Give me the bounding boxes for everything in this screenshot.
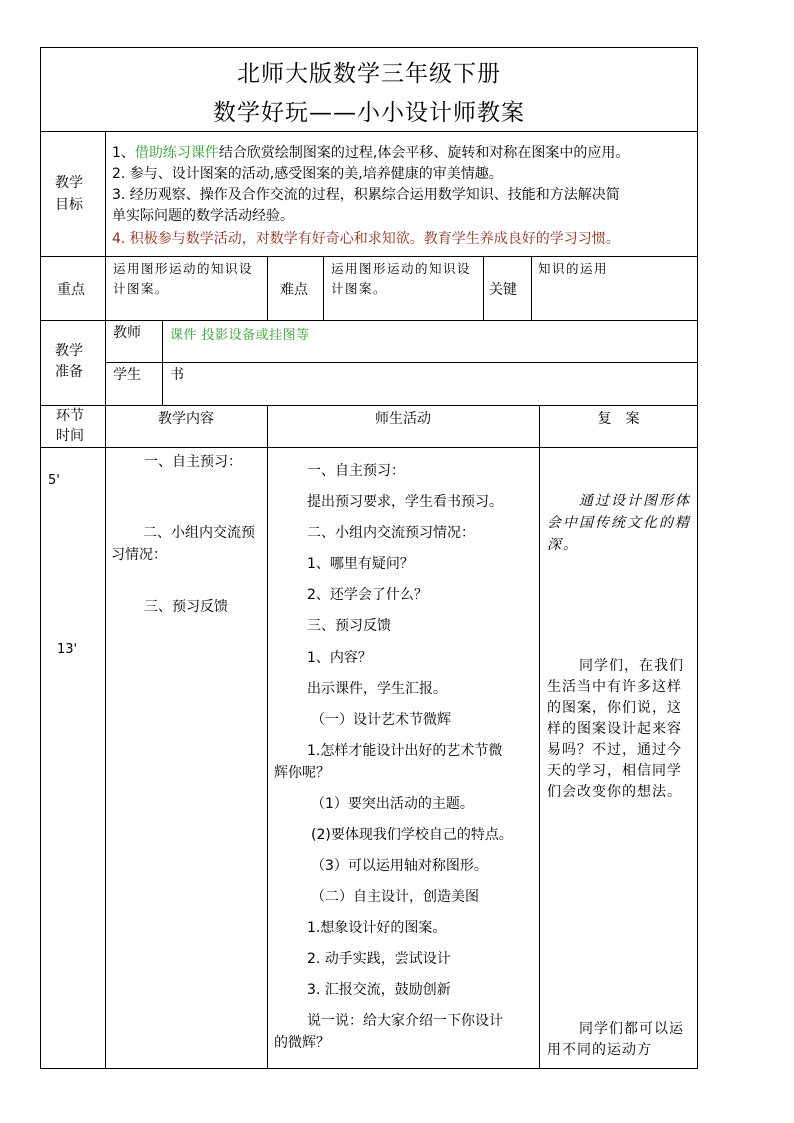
- objective-1-number: 1、: [112, 145, 135, 161]
- row-divider: [105, 362, 698, 363]
- header-content: 教学内容: [158, 411, 214, 427]
- objective-3-line2: 单实际问题的数学活动经验。: [112, 208, 294, 224]
- activity-line: （1）要突出活动的主题。: [311, 796, 474, 812]
- objective-1-text: 结合欣赏绘制图案的过程,体会平移、旋转和对称在图案中的应用。: [218, 145, 630, 161]
- focus-label: 重点: [57, 282, 85, 298]
- activity-line: 1、内容？: [307, 650, 372, 666]
- review-note: 同学们，在我们生活当中有许多这样的图案，你们说，这样的图案设计起来容易吗？不过，通过今天的学习，相信同学们会改变你的想法。: [547, 658, 684, 800]
- objective-3-line1: 3. 经历观察、操作及合作交流的过程，积累综合运用数学知识、技能和方法解决简: [112, 187, 620, 203]
- activity-line: （3）可以运用轴对称图形。: [311, 858, 488, 874]
- preparation-label: 教学准备: [55, 343, 83, 380]
- row-divider: [40, 447, 698, 448]
- activity-line: 二、小组内交流预习情况：: [307, 525, 475, 541]
- activity-line: 说一说：给大家介绍一下你设计: [307, 1013, 503, 1029]
- activity-line: (2)要体现我们学校自己的特点。: [311, 827, 513, 843]
- activity-line: 1、哪里有疑问？: [307, 556, 414, 572]
- activity-line: 出示课件，学生汇报。: [307, 681, 447, 697]
- teacher-label: 教师: [113, 325, 141, 341]
- content-item: 二、小组内交流预习情况：: [111, 525, 255, 563]
- header-review: 复 案: [597, 411, 640, 427]
- activity-line: 1.怎样才能设计出好的艺术节微: [307, 743, 503, 759]
- document-subtitle: 数学好玩——小小设计师教案: [213, 100, 525, 126]
- col-divider: [539, 405, 540, 1069]
- objective-4: 4. 积极参与数学活动，对数学有好奇心和求知欲。教育学生养成良好的学习习惯。: [112, 231, 620, 247]
- col-divider: [483, 256, 484, 320]
- activity-line: 的微辉？: [274, 1035, 330, 1051]
- objective-1: [112, 142, 629, 162]
- col-divider: [323, 256, 324, 320]
- focus-text: 运用图形运动的知识设计图案。: [113, 261, 254, 296]
- key-label: 关键: [489, 282, 517, 298]
- difficulty-text: 运用图形运动的知识设计图案。: [331, 261, 472, 296]
- row-divider: [40, 320, 698, 321]
- activity-line: 2. 动手实践，尝试设计: [307, 951, 451, 967]
- student-materials: 书: [170, 367, 184, 383]
- row-divider: [40, 131, 698, 132]
- objective-1-highlight: 借助练习课件: [134, 145, 219, 161]
- row-divider: [40, 256, 698, 257]
- review-note: 同学们都可以运用不同的运动方: [547, 1021, 684, 1058]
- time-5min: 5': [48, 473, 60, 488]
- header-activity: 师生活动: [375, 411, 431, 427]
- student-label: 学生: [113, 367, 141, 383]
- document-title: 北师大版数学三年级下册: [237, 61, 501, 87]
- col-divider: [267, 405, 268, 1069]
- activity-line: 提出预习要求，学生看书预习。: [307, 494, 503, 510]
- time-13min: 13': [57, 642, 78, 657]
- objective-2: 2. 参与、设计图案的活动,感受图案的美,培养健康的审美情趣。: [112, 166, 503, 182]
- activity-line: 辉你呢？: [274, 765, 330, 781]
- objectives-label: 教学目标: [55, 175, 83, 213]
- content-item: 三、预习反馈: [144, 599, 228, 615]
- header-time: 环节时间: [56, 408, 84, 444]
- col-divider: [162, 320, 163, 405]
- activity-line: （一）设计艺术节微辉: [311, 712, 451, 728]
- activity-line: （二）自主设计，创造美图: [311, 889, 479, 905]
- key-text: 知识的运用: [538, 261, 609, 276]
- activity-line: 2、还学会了什么？: [307, 587, 428, 603]
- row-divider: [40, 405, 698, 406]
- col-divider: [531, 256, 532, 320]
- activity-line: 一、自主预习：: [307, 463, 405, 479]
- col-divider: [267, 256, 268, 320]
- review-note: 通过设计图形体会中国传统文化的精深。: [547, 493, 691, 553]
- content-item: 一、自主预习：: [144, 454, 242, 470]
- col-divider: [105, 131, 106, 1069]
- teacher-materials: 课件 投影设备或挂图等: [170, 328, 310, 343]
- difficulty-label: 难点: [280, 282, 308, 298]
- activity-line: 3. 汇报交流，鼓励创新: [307, 982, 451, 998]
- activity-line: 三、预习反馈: [307, 618, 391, 634]
- activity-line: 1.想象设计好的图案。: [307, 920, 447, 936]
